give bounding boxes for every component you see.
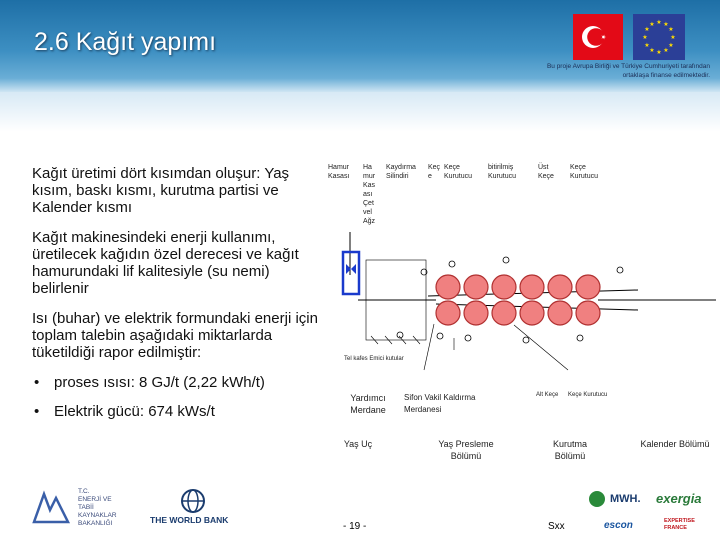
partner-logos xyxy=(588,488,718,538)
exergia-label: exergia xyxy=(656,491,702,506)
section-yas-uc: Yaş Uç xyxy=(343,439,373,449)
section-kalender: Kalender Bölümü xyxy=(640,439,710,449)
worldbank-logo xyxy=(150,488,240,528)
label-bitirilmis-kurutucu: bitirilmiş Kurutucu xyxy=(488,164,517,180)
svg-text:★: ★ xyxy=(644,42,650,49)
mwh-globe-icon xyxy=(588,490,606,508)
label-ust-kece: Üst Keçe xyxy=(538,164,554,180)
svg-text:★: ★ xyxy=(663,47,669,54)
paper-machine-diagram xyxy=(328,160,720,410)
paragraph-3: Isı (buhar) ve elektrik formundaki enerji için toplam talebin aşağıdaki miktarlarda tüketildiği rapor edilmiştir: xyxy=(32,310,318,361)
label-telkafes: Tel kafes Emici kutular xyxy=(344,356,404,362)
list-item-process-heat: • proses ısısı: 8 GJ/t (2,22 kWh/t) xyxy=(32,374,322,391)
svg-text:★: ★ xyxy=(644,26,650,33)
label-ha-kas: Ha mur Kas ası Çet vel Ağz xyxy=(363,164,376,225)
footer-code: Sxx xyxy=(548,521,565,532)
body-text xyxy=(32,165,322,432)
label-kece-kurutucu: Keçe Kurutucu xyxy=(444,164,473,180)
section-kurutma: Kurutma Bölümü xyxy=(552,439,587,461)
svg-text:★: ★ xyxy=(649,21,655,28)
svg-text:★: ★ xyxy=(668,26,674,33)
section-yas-presleme: Yaş Presleme Bölümü xyxy=(438,439,494,461)
headbox-icon xyxy=(343,252,359,294)
svg-text:★: ★ xyxy=(656,19,662,26)
list-item-electric-power: • Elektrik gücü: 674 kWs/t xyxy=(32,403,322,420)
svg-text:★: ★ xyxy=(668,42,674,49)
svg-text:★: ★ xyxy=(670,34,676,41)
worldbank-label: THE WORLD BANK xyxy=(150,515,229,525)
turkey-flag-icon xyxy=(573,14,623,60)
paragraph-1: Kağıt üretimi dört kısımdan oluşur: Yaş kısım, baskı kısmı, kurutma partisi ve Kalender kısmı xyxy=(32,165,290,216)
label-alt-kece: Alt Keçe xyxy=(536,392,559,398)
svg-text:★: ★ xyxy=(656,49,662,56)
ministry-line-2: ENERJİ VE xyxy=(78,496,112,503)
globe-icon xyxy=(180,488,206,514)
eu-funding-note: Bu proje Avrupa Birliği ve Türkiye Cumhuriyeti tarafından ortaklaşa finanse edilmektedir. xyxy=(546,63,710,79)
paragraph-2: Kağıt makinesindeki enerji kullanımı, üretilecek kağıdın özel derecesi ve kağıt hamurundaki lif kalitesiyle (su nemi) belirlenir xyxy=(32,229,299,297)
label-kece-kurutucu-2: Keçe Kurutucu xyxy=(570,164,599,180)
ministry-emblem-icon xyxy=(30,490,72,526)
ministry-line-4: BAKANLIĞI xyxy=(78,520,113,527)
expertise-france-label: EXPERTISE FRANCE xyxy=(664,518,695,531)
svg-text:★: ★ xyxy=(642,34,648,41)
label-sifon: Sifon Vakil Kaldırma Merdanesi xyxy=(404,393,476,414)
header-fade xyxy=(0,92,720,132)
mwh-label: MWH. xyxy=(610,493,641,505)
ministry-logo xyxy=(30,488,130,528)
escon-label: escon xyxy=(604,520,633,531)
ministry-line-1: T.C. xyxy=(78,488,90,495)
svg-text:★: ★ xyxy=(649,47,655,54)
slide-title: 2.6 Kağıt yapımı xyxy=(34,28,217,56)
ministry-line-3: TABİİ KAYNAKLAR xyxy=(78,504,117,519)
press-rollers xyxy=(436,275,600,325)
svg-text:★: ★ xyxy=(663,21,669,28)
label-kece-kurutucu-3: Keçe Kurutucu xyxy=(568,392,608,398)
label-kaydirma: Kaydırma Silindiri xyxy=(386,164,416,180)
label-hamur-kasasi: Hamur Kasası xyxy=(328,164,350,180)
label-kece: Keç e xyxy=(428,164,441,180)
page-number: - 19 - xyxy=(343,521,367,532)
label-yardimci-merdane: Yardımcı Merdane xyxy=(350,393,386,415)
eu-flag-icon xyxy=(633,14,685,60)
